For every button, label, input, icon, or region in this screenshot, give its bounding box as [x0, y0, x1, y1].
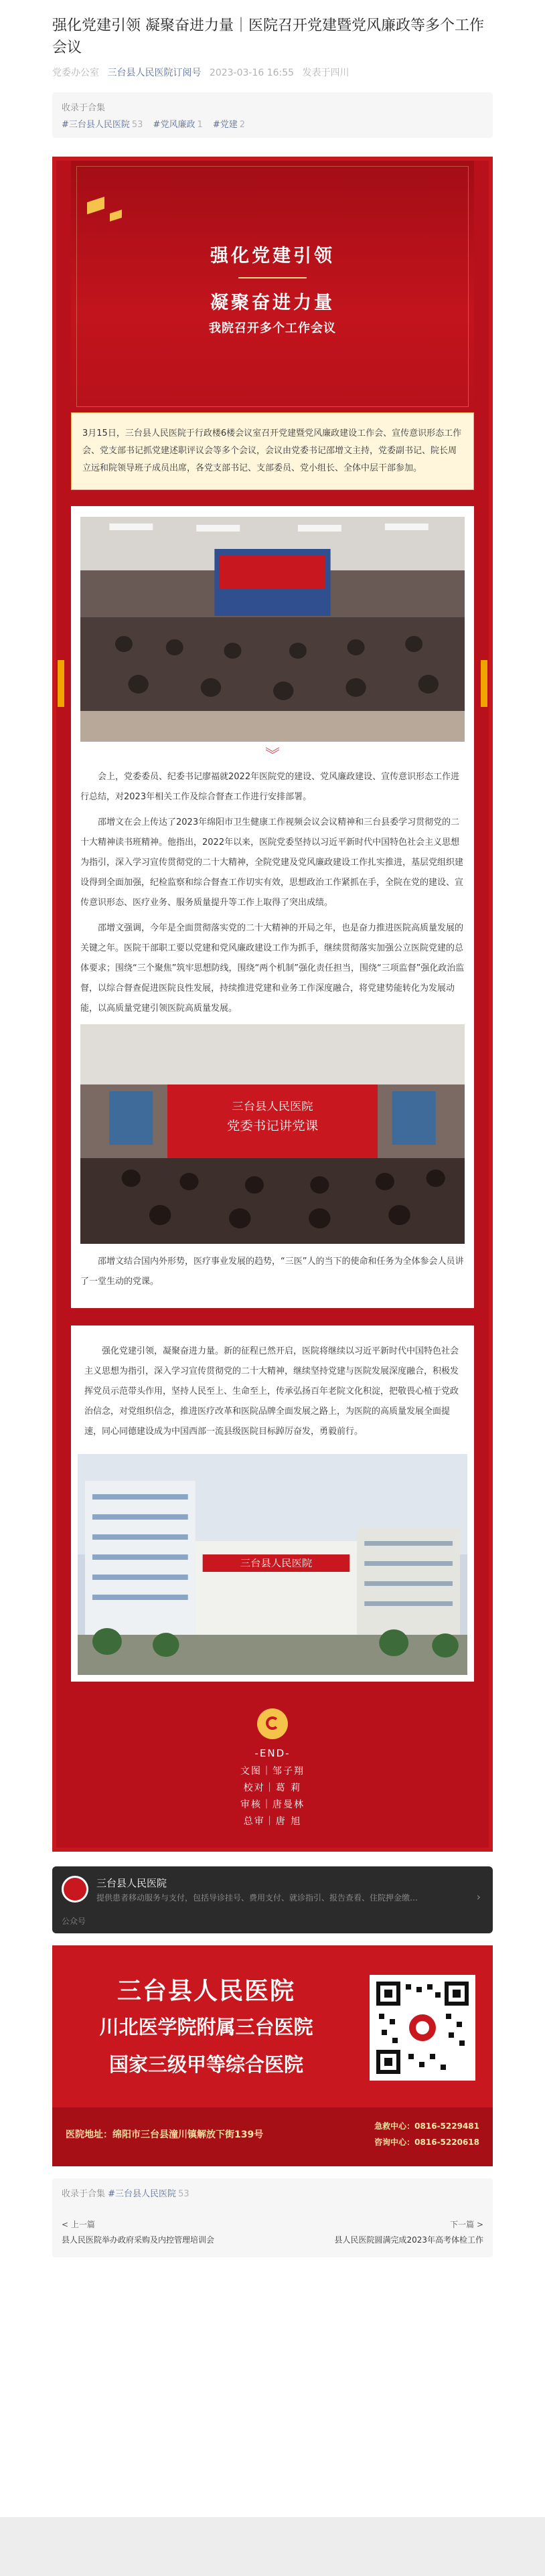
- phone-emergency: 急救中心：0816-5229481: [374, 2121, 479, 2131]
- account-link[interactable]: 三台县人民医院订阅号: [107, 68, 202, 78]
- prev-article-title: 县人民医院举办政府采购及内控管理培训会: [62, 2235, 215, 2245]
- collection-nav: [52, 2178, 493, 2257]
- credit-line: 总审｜唐 旭: [243, 1816, 302, 1827]
- article-title: 强化党建引领 凝聚奋进力量｜医院召开党建暨党风廉政等多个工作会议: [52, 17, 484, 56]
- banner-line3: 国家三级甲等综合医院: [108, 2053, 303, 2076]
- article-poster: [52, 157, 493, 1852]
- account-avatar: [62, 1876, 88, 1903]
- hospital-banner: [52, 1945, 493, 2166]
- flag-icon: [87, 197, 104, 214]
- collection-tag-hospital[interactable]: #三台县人民医院 53: [62, 120, 143, 130]
- body-paragraph: 强化党建引领，凝聚奋进力量。新的征程已然开启，医院将继续以习近平新时代中国特色社会主义思想为指引，深入学习宣传贯彻党的二十大精神，继续坚持党建与医院发展深度融合，积极发挥党员示范带头作用，坚持人民至上、生命至上，传承弘扬百年老院文化积淀，把敬畏心植于党政治信念，对党组织信念，推进医疗改革和医院品牌全面发展之路上，为医院的高质量发展全面提速，同心同德建设成为中国西部一流县级医院目标踔厉奋发，勇毅前行。: [84, 1346, 459, 1437]
- poster-line3: 我院召开多个工作会议: [209, 321, 336, 335]
- content-card-2: [71, 1325, 474, 1682]
- account-type: 公众号: [62, 1917, 86, 1926]
- phone-consult: 咨询中心：0816-5220618: [374, 2138, 479, 2147]
- chevron-down-icon: ︾: [264, 747, 280, 764]
- prev-article-link[interactable]: < 上一篇 县人民医院举办政府采购及内控管理培训会: [62, 2220, 215, 2245]
- collection-nav-tag[interactable]: #三台县人民医院: [108, 2189, 177, 2199]
- end-block: [71, 1708, 474, 1830]
- poster-line1: 强化党建引领: [210, 246, 335, 266]
- credits: [71, 1763, 474, 1830]
- author: 党委办公室: [52, 68, 99, 78]
- party-emblem-icon: [257, 1708, 288, 1739]
- intro-paragraph: 3月15日，三台县人民医院于行政楼6楼会议室召开党建暨党风廉政建设工作会、宣传意识形态工作会、党支部书记抓党建述职评议会等多个会议，会议由党委书记邵增文主持，党委副书记、院长周立远和院领导班子成员出席，各党支部书记、支部委员、党小组长、全体中层干部参加。: [71, 412, 474, 490]
- credit-line: 文图｜邹子翔: [240, 1766, 305, 1777]
- article-meta: [52, 66, 493, 79]
- photo2-banner-text: 党委书记讲党课: [226, 1119, 319, 1133]
- meeting-photo-2: [80, 1024, 465, 1244]
- account-card[interactable]: [52, 1866, 493, 1933]
- meeting-photo-1: [80, 517, 465, 742]
- body-paragraph: 邵增文在会上传达了2023年绵阳市卫生健康工作视频会议会议精神和三台县委学习贯彻党的二十大精神读书班精神。他指出，2022年以来，医院党委坚持以习近平新时代中国特色社会主义思想为指引，深入学习宣传贯彻党的二十大精神，全院党建及党风廉政建设工作扎实推进，基层党组织建设得到全面加强，纪检监察和综合督查工作切实有效，思想政治工作紧抓在手，全院在党的建设、宣传意识形态、医疗业务、服务质量提升等工作上取得了突出成绩。: [80, 817, 464, 908]
- banner-line1: 三台县人民医院: [116, 1977, 295, 2005]
- building-sign: 三台县人民医院: [240, 1558, 313, 1569]
- chevron-right-icon[interactable]: ›: [476, 1890, 481, 1903]
- body-paragraph: 会上，党委委员、纪委书记廖福就2022年医院党的建设、党风廉政建设、宣传意识形态工作进行总结，对2023年相关工作及综合督查工作进行安排部署。: [80, 772, 460, 802]
- hospital-phones: [374, 2118, 479, 2150]
- hospital-address: 医院地址：绵阳市三台县潼川镇解放下街139号: [66, 2129, 264, 2140]
- publish-time: 2023-03-16 16:55: [209, 68, 295, 78]
- body-paragraph: 邵增文结合国内外形势，医疗事业发展的趋势，“三医”人的当下的使命和任务为全体参会人员讲了一堂生动的党课。: [80, 1257, 464, 1287]
- publish-location: 发表于四川: [302, 68, 349, 78]
- collection-tag-dangjian[interactable]: #党建 2: [212, 120, 246, 130]
- credit-line: 审核｜唐曼林: [240, 1799, 305, 1810]
- collection-tag-lianzheng[interactable]: #党风廉政 1: [153, 120, 203, 130]
- flag-icon: [110, 210, 122, 222]
- poster-header: [71, 161, 474, 412]
- banner-line2: 川北医学院附属三台医院: [99, 2016, 313, 2038]
- collection-nav-head: 收录于合集 #三台县人民医院 53: [62, 2189, 189, 2199]
- end-mark: -END-: [254, 1747, 291, 1759]
- poster-line2: 凝聚奋进力量: [210, 293, 335, 313]
- next-article-link[interactable]: 下一篇 > 县人民医院圆满完成2023年高考体检工作: [334, 2220, 483, 2245]
- next-article-title: 县人民医院圆满完成2023年高考体检工作: [334, 2235, 483, 2245]
- photo2-banner-org: 三台县人民医院: [232, 1100, 313, 1113]
- body-paragraph: 邵增文强调，今年是全面贯彻落实党的二十大精神的开局之年，也是奋力推进医院高质量发展的关键之年。医院干部职工要以党建和党风廉政建设工作为抓手，继续贯彻落实加强公立医院党建的总体要求；围绕“三个聚焦”筑牢思想防线，围绕“两个机制”强化责任担当，围绕“三项监督”强化政治监督，以综合督查促进医院良性发展，持续推进党建和业务工作深度融合，将党建势能转化为发展动能，以高质量党建引领医院高质量发展。: [80, 923, 465, 1014]
- account-desc: 提供患者移动服务与支付，包括导诊挂号、费用支付、就诊指引、报告查看、住院押金缴…: [96, 1893, 418, 1903]
- content-card-1: [71, 506, 474, 1308]
- hospital-building-photo: [78, 1454, 467, 1675]
- qr-code: [370, 1975, 475, 2081]
- credit-line: 校对｜葛 莉: [243, 1783, 302, 1793]
- account-name: 三台县人民医院: [96, 1877, 167, 1889]
- collection-head: 收录于合集: [62, 103, 106, 113]
- collection-box: [52, 92, 493, 138]
